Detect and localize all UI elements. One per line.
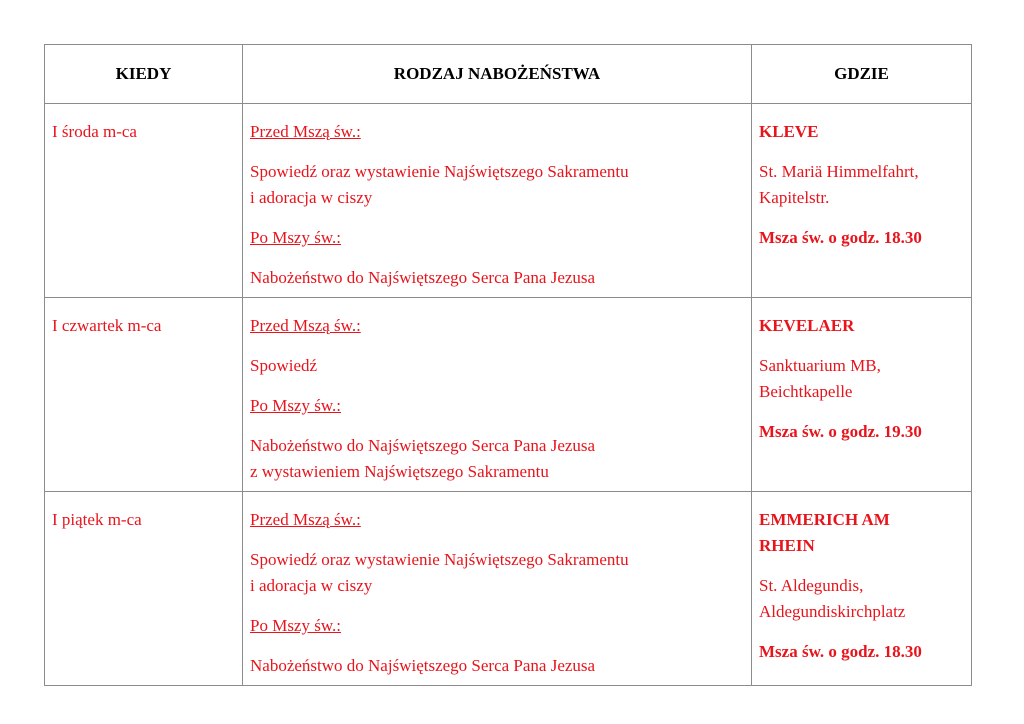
city-name: KLEVE (759, 122, 819, 141)
service-cell (243, 298, 752, 492)
after-mass-text (250, 433, 744, 485)
text-line: i adoracja w ciszy (250, 188, 373, 207)
header-row (45, 45, 972, 104)
after-mass-text (250, 653, 744, 679)
before-mass-text (250, 547, 744, 599)
schedule-table (44, 44, 972, 686)
where-cell (752, 492, 972, 686)
where-cell (752, 298, 972, 492)
when-text: I czwartek m-ca (52, 316, 162, 335)
city-name (759, 507, 964, 559)
text-line: Sanktuarium MB, (759, 356, 881, 375)
table-row (45, 298, 972, 492)
text-line: Aldegundiskirchplatz (759, 602, 906, 621)
text-line: Spowiedź (250, 356, 318, 375)
when-text: I piątek m-ca (52, 510, 142, 529)
where-cell (752, 104, 972, 298)
mass-time: Msza św. o godz. 18.30 (759, 642, 922, 661)
text-line: Nabożeństwo do Najświętszego Serca Pana Jezusa (250, 436, 596, 455)
text-line: Nabożeństwo do Najświętszego Serca Pana Jezusa (250, 656, 596, 675)
before-mass-text (250, 353, 744, 379)
table-row (45, 104, 972, 298)
service-cell (243, 104, 752, 298)
after-mass-label: Po Mszy św.: (250, 396, 341, 415)
service-cell (243, 492, 752, 686)
header-when: KIEDY (45, 45, 243, 104)
text-line: i adoracja w ciszy (250, 576, 373, 595)
mass-time: Msza św. o godz. 18.30 (759, 228, 922, 247)
place-address (759, 353, 964, 405)
text-line: Kapitelstr. (759, 188, 830, 207)
text-line: EMMERICH AM (759, 510, 890, 529)
after-mass-text (250, 265, 744, 291)
when-cell (45, 492, 243, 686)
text-line: z wystawieniem Najświętszego Sakramentu (250, 462, 549, 481)
after-mass-label: Po Mszy św.: (250, 228, 341, 247)
place-address (759, 573, 964, 625)
place-address (759, 159, 964, 211)
text-line: Beichtkapelle (759, 382, 853, 401)
text-line: Spowiedź oraz wystawienie Najświętszego Sakramentu (250, 162, 629, 181)
text-line: St. Aldegundis, (759, 576, 864, 595)
text-line: St. Mariä Himmelfahrt, (759, 162, 919, 181)
city-name: KEVELAER (759, 316, 855, 335)
after-mass-label: Po Mszy św.: (250, 616, 341, 635)
when-cell (45, 104, 243, 298)
mass-time: Msza św. o godz. 19.30 (759, 422, 922, 441)
when-text: I środa m-ca (52, 122, 137, 141)
when-cell (45, 298, 243, 492)
before-mass-text (250, 159, 744, 211)
before-mass-label: Przed Mszą św.: (250, 122, 361, 141)
before-mass-label: Przed Mszą św.: (250, 316, 361, 335)
before-mass-label: Przed Mszą św.: (250, 510, 361, 529)
header-service-type: RODZAJ NABOŻEŃSTWA (243, 45, 752, 104)
text-line: Nabożeństwo do Najświętszego Serca Pana Jezusa (250, 268, 596, 287)
table-row (45, 492, 972, 686)
header-where: GDZIE (752, 45, 972, 104)
text-line: RHEIN (759, 536, 815, 555)
text-line: Spowiedź oraz wystawienie Najświętszego Sakramentu (250, 550, 629, 569)
